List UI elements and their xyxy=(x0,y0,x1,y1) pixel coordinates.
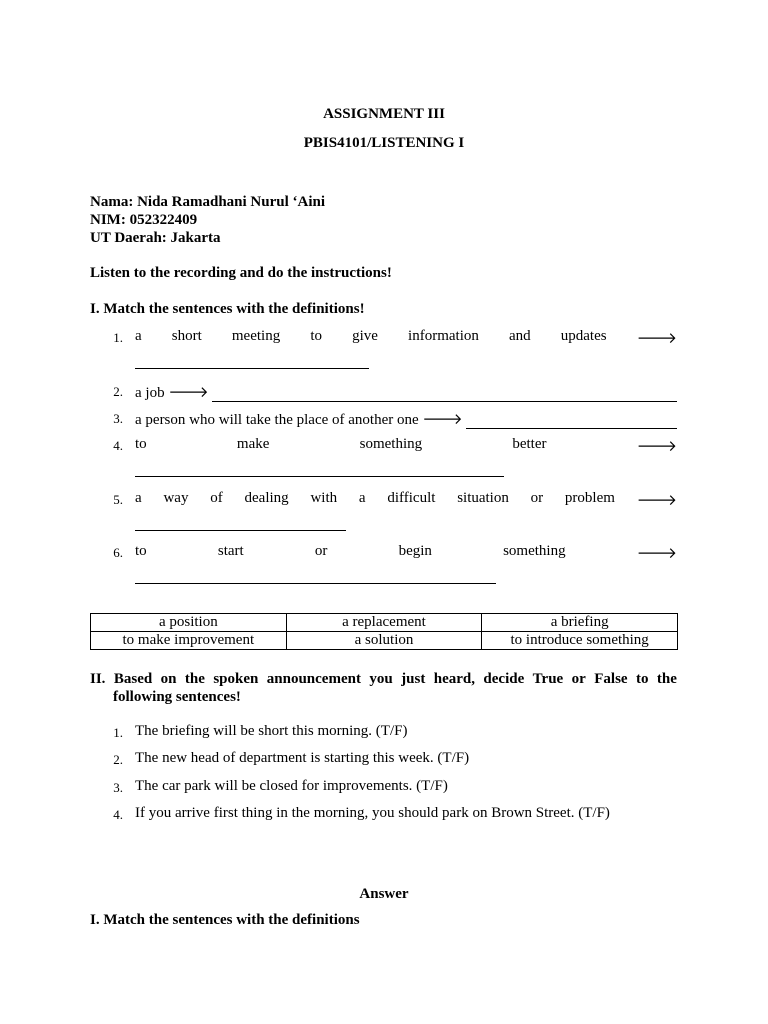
item-word: meeting xyxy=(231,328,281,344)
item-word: or xyxy=(314,543,328,559)
item-text: a job xyxy=(135,385,165,401)
title-word: you xyxy=(369,671,393,687)
section2-number: II. xyxy=(90,671,106,687)
table-cell: a solution xyxy=(286,632,482,650)
arrow-right-icon: 🡒 xyxy=(636,493,677,509)
assignment-title: ASSIGNMENT III xyxy=(323,106,445,122)
tf-statement-2: The new head of department is starting this week. (T/F) xyxy=(135,750,470,766)
title-word: the xyxy=(656,671,677,687)
table-cell: a position xyxy=(91,614,287,632)
answer-section1-title: I. Match the sentences with the definitions xyxy=(90,912,360,928)
item-word: difficult xyxy=(387,490,436,506)
title-word: spoken xyxy=(213,671,259,687)
item-word: or xyxy=(530,490,544,506)
course-code: PBIS4101/LISTENING I xyxy=(303,135,465,151)
item-number: 2. xyxy=(113,384,123,399)
tf-statement-4: If you arrive first thing in the morning, you should park on Brown Street. (T/F) xyxy=(135,805,610,821)
item-word: dealing xyxy=(244,490,289,506)
item-word: a xyxy=(358,490,366,506)
arrow-right-icon: 🡒 xyxy=(636,439,677,455)
options-table xyxy=(90,613,678,650)
item-word: to xyxy=(135,543,147,559)
item-word: updates xyxy=(560,328,607,344)
table-cell: to introduce something xyxy=(482,632,678,650)
title-word: the xyxy=(184,671,205,687)
item-word: start xyxy=(217,543,244,559)
title-word: just xyxy=(401,671,426,687)
arrow-right-icon: 🡒 xyxy=(636,546,677,562)
item-word: something xyxy=(503,543,566,559)
title-word: decide xyxy=(483,671,525,687)
title-word: announcement xyxy=(266,671,361,687)
item-number: 1. xyxy=(113,330,123,345)
item-word: situation xyxy=(457,490,509,506)
item-number: 4. xyxy=(113,807,123,822)
title-word: to xyxy=(635,671,649,687)
answer-blank-1 xyxy=(135,368,369,369)
matching-item-6 xyxy=(135,543,677,563)
title-word: False xyxy=(594,671,628,687)
title-word: Based xyxy=(113,671,153,687)
table-cell: a replacement xyxy=(286,614,482,632)
section2-title-line1 xyxy=(90,670,677,688)
table-row xyxy=(91,632,678,650)
answer-blank-6 xyxy=(135,583,496,584)
matching-item-5 xyxy=(135,490,677,510)
answer-blank-3 xyxy=(466,414,677,429)
item-word: begin xyxy=(398,543,432,559)
section1-title: I. Match the sentences with the definitions! xyxy=(90,301,365,317)
matching-item-2 xyxy=(135,382,677,402)
section2-title-line2: following sentences! xyxy=(113,689,241,705)
matching-item-3 xyxy=(135,409,677,429)
item-word: short xyxy=(171,328,202,344)
title-word: True xyxy=(532,671,564,687)
arrow-right-icon: 🡒 xyxy=(168,385,209,401)
matching-item-1 xyxy=(135,328,677,348)
item-word: give xyxy=(352,328,378,344)
title-word: on xyxy=(160,671,177,687)
item-text: a person who will take the place of another one xyxy=(135,412,419,428)
section2-title xyxy=(90,670,677,706)
arrow-right-icon: 🡒 xyxy=(422,412,463,428)
item-number: 6. xyxy=(113,545,123,560)
item-word: a xyxy=(135,490,142,506)
student-nim: NIM: 052322409 xyxy=(90,212,198,228)
item-word: something xyxy=(359,436,423,452)
tf-statement-3: The car park will be closed for improvements. (T/F) xyxy=(135,778,448,794)
answer-blank-2 xyxy=(212,387,677,402)
item-word: problem xyxy=(564,490,615,506)
item-word: information xyxy=(408,328,479,344)
tf-statement-1: The briefing will be short this morning. (T/F) xyxy=(135,723,408,739)
table-row xyxy=(91,614,678,632)
answer-blank-5 xyxy=(135,530,346,531)
item-word: better xyxy=(512,436,547,452)
item-word: with xyxy=(310,490,338,506)
item-word: and xyxy=(508,328,531,344)
item-number: 3. xyxy=(113,411,123,426)
item-number: 2. xyxy=(113,752,123,767)
item-word: way xyxy=(163,490,189,506)
item-number: 1. xyxy=(113,725,123,740)
student-name: Nama: Nida Ramadhani Nurul ‘Aini xyxy=(90,194,326,210)
matching-item-4 xyxy=(135,436,677,456)
title-word: heard, xyxy=(433,671,475,687)
item-word: a xyxy=(135,328,142,344)
item-word: to xyxy=(310,328,322,344)
item-number: 3. xyxy=(113,780,123,795)
item-number: 5. xyxy=(113,492,123,507)
title-word: or xyxy=(571,671,586,687)
table-cell: a briefing xyxy=(482,614,678,632)
table-cell: to make improvement xyxy=(91,632,287,650)
instruction-text: Listen to the recording and do the instructions! xyxy=(90,265,392,281)
item-word: to xyxy=(135,436,147,452)
item-word: of xyxy=(210,490,223,506)
item-word: make xyxy=(236,436,270,452)
arrow-right-icon: 🡒 xyxy=(636,331,677,347)
student-region: UT Daerah: Jakarta xyxy=(90,230,221,246)
item-number: 4. xyxy=(113,438,123,453)
answer-blank-4 xyxy=(135,476,504,477)
answer-heading: Answer xyxy=(359,886,409,902)
